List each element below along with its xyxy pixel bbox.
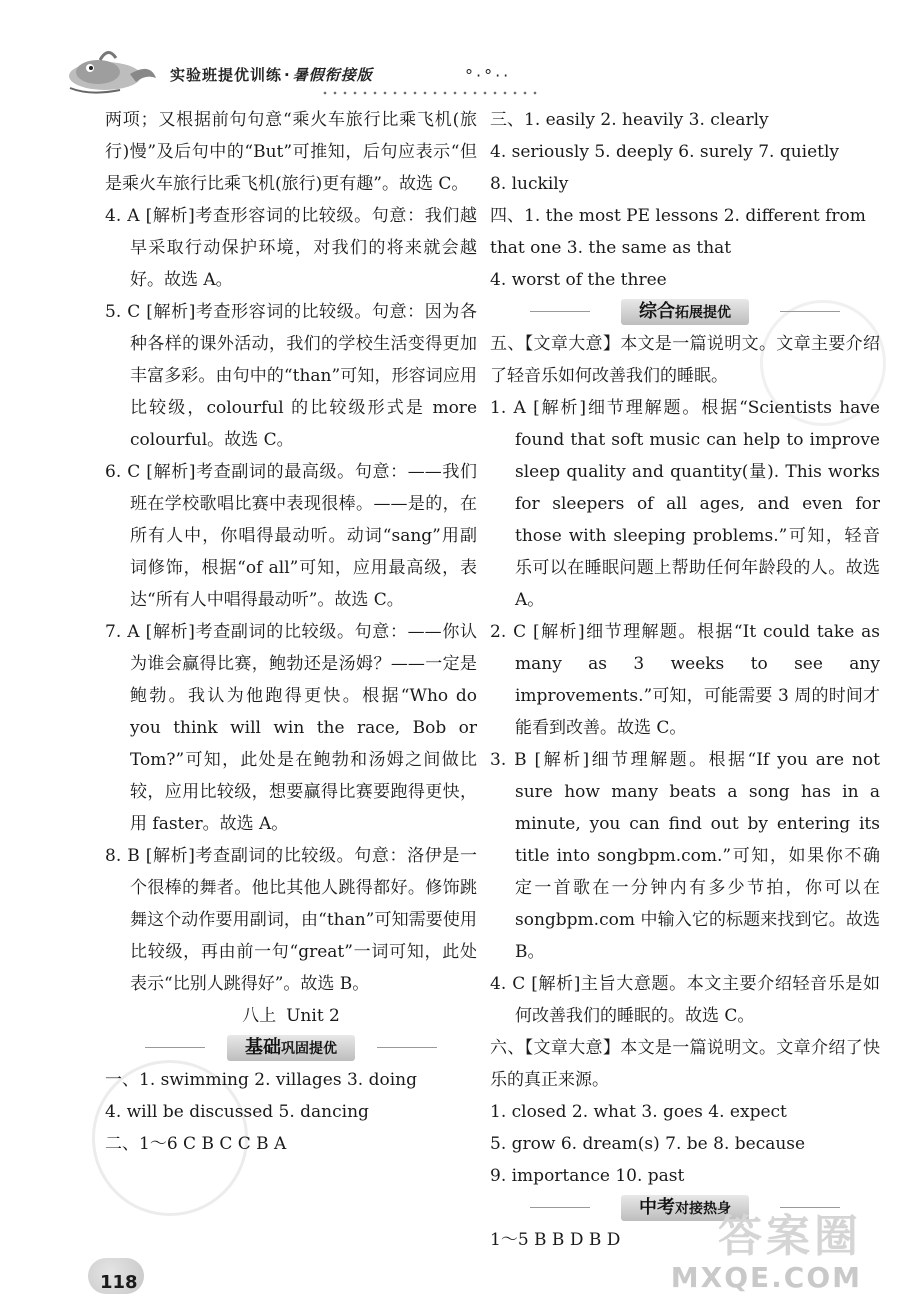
answer-line: 4. seriously 5. deeply 6. surely 7. quietly	[490, 142, 840, 162]
book-title: 实验班提优训练 · 暑假衔接版	[170, 66, 373, 84]
dotted-line-decoration	[320, 90, 540, 96]
answer-item: 4. A [解析]考查形容词的比较级。句意：我们越早采取行动保护环境，对我们的将来就会越好。故选 A。	[105, 206, 477, 290]
answer-item: 5. C [解析]考查形容词的比较级。句意：因为各种各样的课外活动，我们的学校生活变得更加丰富多彩。由句中的“than”可知，形容词应用比较级，colourful 的比较级形式是 more colourful。故选 C。	[105, 302, 477, 450]
answer-paragraph: 五、【文章大意】本文是一篇说明文。文章主要介绍了轻音乐如何改善我们的睡眠。	[490, 334, 880, 386]
answer-line: 一、1. swimming 2. villages 3. doing	[105, 1070, 418, 1090]
answer-line: that one 3. the same as that	[490, 238, 732, 258]
right-column	[490, 104, 880, 1256]
section-banner-exam: 中考对接热身	[490, 1192, 880, 1224]
answer-line: 三、1. easily 2. heavily 3. clearly	[490, 110, 769, 130]
unit-heading: 八上 Unit 2	[242, 1006, 340, 1026]
answer-item: 1. A [解析]细节理解题。根据“Scientists have found that soft music can help to improve sleep quality and quantity(量). This works for sleepers of all ages, and even for those with sleeping problems.”可知，轻音乐可以在睡眠问题上帮助任何年龄段的人。故选 A。	[490, 398, 880, 610]
answer-item: 4. C [解析]主旨大意题。本文主要介绍轻音乐是如何改善我们的睡眠的。故选 C。	[490, 974, 880, 1026]
answer-paragraph: 两项；又根据前句句意“乘火车旅行比乘飞机(旅行)慢”及后句中的“But”可推知，后句应表示“但是乘火车旅行比乘飞机(旅行)更有趣”。故选 C。	[105, 110, 477, 194]
answer-item: 3. B [解析]细节理解题。根据“If you are not sure how many beats a song has in a minute, you can find out by entering its title into songbpm.com.”可知，如果你不确定一首歌在一分钟内有多少节拍，你可以在 songbpm.com 中输入它的标题来找到它。故选 B。	[490, 750, 880, 962]
page-number: 118	[100, 1272, 138, 1293]
site-watermark	[670, 1211, 882, 1302]
answer-item: 8. B [解析]考查副词的比较级。句意：洛伊是一个很棒的舞者。他比其他人跳得都好。修饰跳舞这个动作要用副词，由“than”可知需要使用比较级，再由前一句“great”一词可知，此处表示“比别人跳得好”。故选 B。	[105, 846, 477, 994]
dolphin-mascot-icon	[60, 44, 160, 99]
answer-line: 8. luckily	[490, 174, 569, 194]
answer-line: 4. worst of the three	[490, 270, 667, 290]
answer-item: 7. A [解析]考查副词的比较级。句意：——你认为谁会赢得比赛，鲍勃还是汤姆？——一定是鲍勃。我认为他跑得更快。根据“Who do you think will win the race, Bob or Tom?”可知，此处是在鲍勃和汤姆之间做比较，应用比较级，想要赢得比赛要跑得更快，用 faster。故选 A。	[105, 622, 477, 834]
answer-line: 四、1. the most PE lessons 2. different from	[490, 206, 866, 226]
answer-item: 2. C [解析]细节理解题。根据“It could take as many as 3 weeks to see any improvements.”可知，可能需要 3 周的时间才能看到改善。故选 C。	[490, 622, 880, 738]
header-dots: °·°··	[465, 66, 512, 85]
answer-line: 4. will be discussed 5. dancing	[105, 1102, 369, 1122]
section-banner-extend: 综合拓展提优	[490, 296, 880, 328]
answer-line: 二、1～6 C B C C B A	[105, 1134, 287, 1154]
section-banner-basic: 基础巩固提优	[105, 1032, 477, 1064]
page-header	[60, 44, 540, 104]
watermark-en: MXQE.COM	[670, 1261, 862, 1294]
left-column	[105, 104, 477, 1160]
answer-line: 1. closed 2. what 3. goes 4. expect	[490, 1102, 787, 1122]
answer-line: 1～5 B B D B D	[490, 1230, 621, 1250]
answer-item: 6. C [解析]考查副词的最高级。句意：——我们班在学校歌唱比赛中表现很棒。——是的，在所有人中，你唱得最动听。动词“sang”用副词修饰，根据“of all”可知，应用最高级，表达“所有人中唱得最动听”。故选 C。	[105, 462, 477, 610]
watermark-cn: 答案圈	[718, 1211, 862, 1262]
answer-line: 9. importance 10. past	[490, 1166, 685, 1186]
answer-line: 5. grow 6. dream(s) 7. be 8. because	[490, 1134, 806, 1154]
answer-paragraph: 六、【文章大意】本文是一篇说明文。文章介绍了快乐的真正来源。	[490, 1038, 880, 1090]
